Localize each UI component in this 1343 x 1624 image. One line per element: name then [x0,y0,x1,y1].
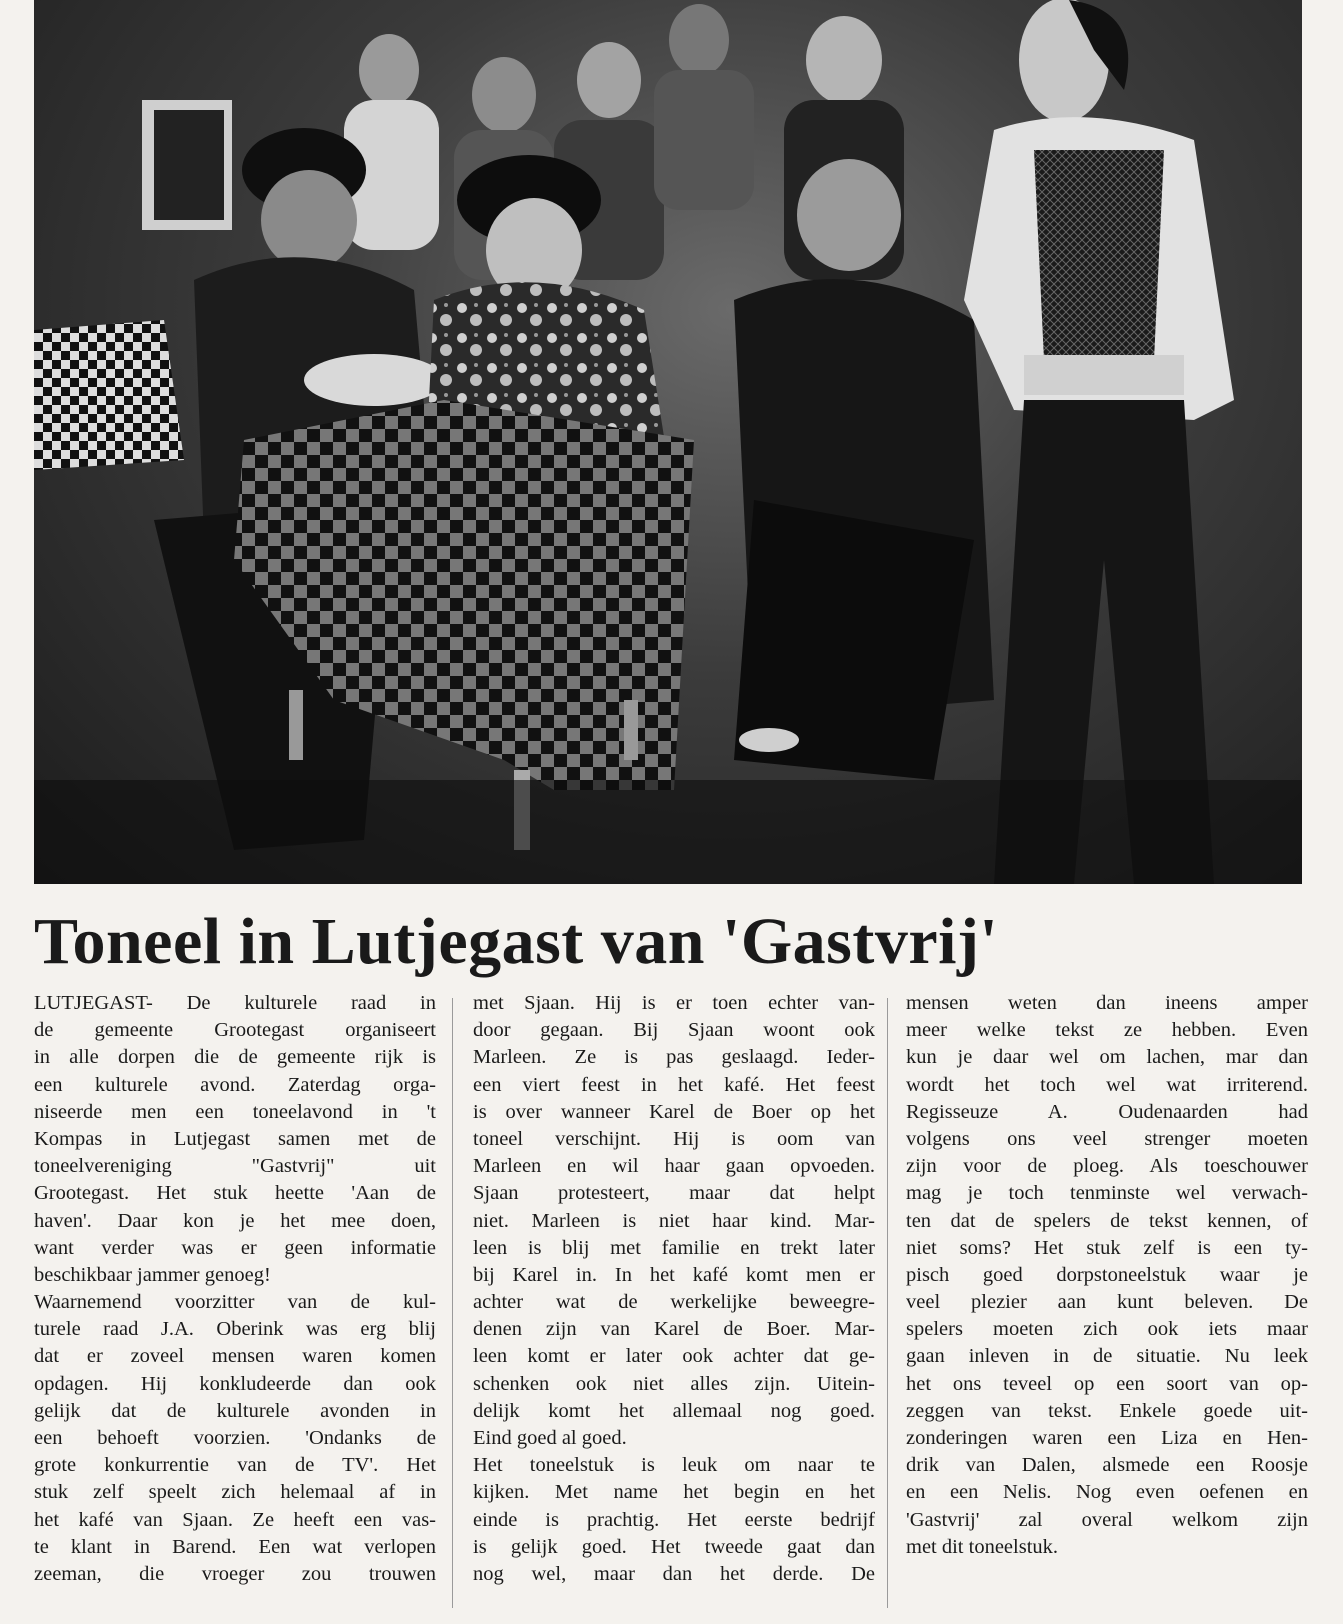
text-line: achter wat de werkelijke beweegre- [473,1291,875,1314]
text-line: Waarnemend voorzitter van de kul- [34,1291,436,1314]
text-line: Marleen. Ze is pas geslaagd. Ieder- [473,1046,875,1069]
text-line: Regisseuze A. Oudenaarden had [906,1100,1308,1123]
article-column-3 [906,990,1308,1561]
text-line: meer welke tekst ze hebben. Even [906,1019,1308,1042]
text-line: want verder was er geen informatie [34,1236,436,1259]
text-line: met Sjaan. Hij is er toen echter van- [473,992,875,1014]
column-divider [452,998,453,1608]
text-line: grote konkurrentie van de TV'. Het [34,1454,436,1477]
text-line: wordt het toch wel wat irriterend. [906,1073,1308,1096]
text-line: toneel verschijnt. Hij is oom van [473,1127,875,1150]
text-line: de gemeente Grootegast organiseert [34,1019,436,1042]
text-line: haven'. Daar kon je het mee doen, [34,1209,436,1232]
text-line: met dit toneelstuk. [906,1535,1059,1558]
text-line: einde is prachtig. Het eerste bedrijf [473,1508,875,1531]
text-line: stuk zelf speelt zich helemaal af in [34,1481,436,1504]
text-line: schenken ook niet alles zijn. Uitein- [473,1372,875,1395]
text-line: te klant in Barend. Een wat verlopen [34,1535,436,1558]
article-column-2 [473,990,875,1588]
text-line: in alle dorpen die de gemeente rijk is [34,1046,436,1069]
text-line: mensen weten dan ineens amper [906,992,1308,1014]
text-line: kijken. Met name het begin en het [473,1481,875,1504]
text-line: het kafé van Sjaan. Ze heeft een vas- [34,1508,436,1531]
text-line: is over wanneer Karel de Boer op het [473,1100,875,1123]
text-line: niseerde men een toneelavond in 't [34,1100,436,1123]
text-line: denen zijn van Karel de Boer. Mar- [473,1318,875,1341]
text-line: turele raad J.A. Oberink was erg blij [34,1318,436,1341]
text-line: een kulturele avond. Zaterdag orga- [34,1073,436,1096]
text-line: door gegaan. Bij Sjaan woont ook [473,1019,875,1042]
text-line: kun je daar wel om lachen, mar dan [906,1046,1308,1069]
text-line: nog wel, maar dan het derde. De [473,1562,875,1585]
text-line: pisch goed dorpstoneelstuk waar je [906,1263,1308,1286]
text-line: drik van Dalen, alsmede een Roosje [906,1454,1308,1477]
text-line: gaan inleven in de situatie. Nu leek [906,1345,1308,1368]
text-line: opdagen. Hij konkludeerde dan ook [34,1372,436,1395]
text-line: bij Karel in. In het kafé komt men er [473,1263,875,1286]
text-line: Sjaan protesteert, maar dat helpt [473,1182,875,1205]
text-line: Marleen en wil haar gaan opvoeden. [473,1155,875,1178]
text-line: volgens ons veel strenger moeten [906,1127,1308,1150]
text-line: niet soms? Het stuk zelf is een ty- [906,1236,1308,1259]
column-divider [887,998,888,1608]
text-line: een viert feest in het kafé. Het feest [473,1073,875,1096]
text-line: spelers moeten zich ook iets maar [906,1318,1308,1341]
text-line: Grootegast. Het stuk heette 'Aan de [34,1182,436,1205]
text-line: zonderingen waren een Liza en Hen- [906,1427,1308,1449]
text-line: zeggen van tekst. Enkele goede uit- [906,1399,1308,1422]
text-line: leen is blij met familie en trekt later [473,1236,875,1259]
text-line: veel plezier aan kunt beleven. De [906,1291,1308,1314]
text-line: toneelvereniging "Gastvrij" uit [34,1155,436,1178]
text-line: dat er zoveel mensen waren komen [34,1345,436,1368]
text-line: gelijk dat de kulturele avonden in [34,1399,436,1422]
text-line: beschikbaar jammer genoeg! [34,1263,271,1286]
text-line: ten dat de spelers de tekst kennen, of [906,1209,1308,1232]
news-photo [34,0,1302,884]
text-line: het ons teveel op een soort van op- [906,1372,1308,1395]
article-column-1 [34,990,436,1588]
text-line: een behoeft voorzien. 'Ondanks de [34,1427,436,1449]
headline: Toneel in Lutjegast van 'Gastvrij' [34,905,999,978]
text-line: zeeman, die vroeger zou trouwen [34,1562,436,1585]
text-line: 'Gastvrij' zal overal welkom zijn [906,1508,1308,1531]
text-line: is gelijk goed. Het tweede gaat dan [473,1535,875,1558]
text-line: leen komt er later ook achter dat ge- [473,1345,875,1368]
text-line: Het toneelstuk is leuk om naar te [473,1454,875,1477]
text-line: mag je toch tenminste wel verwach- [906,1182,1308,1205]
text-line: LUTJEGAST- De kulturele raad in [34,992,436,1014]
text-line: Kompas in Lutjegast samen met de [34,1127,436,1150]
text-line: en een Nelis. Nog even oefenen en [906,1481,1308,1504]
text-line: delijk komt het allemaal nog goed. [473,1399,875,1422]
text-line: zijn voor de ploeg. Als toeschouwer [906,1155,1308,1178]
photo-illustration [34,0,1302,884]
text-line: Eind goed al goed. [473,1427,627,1449]
text-line: niet. Marleen is niet haar kind. Mar- [473,1209,875,1232]
